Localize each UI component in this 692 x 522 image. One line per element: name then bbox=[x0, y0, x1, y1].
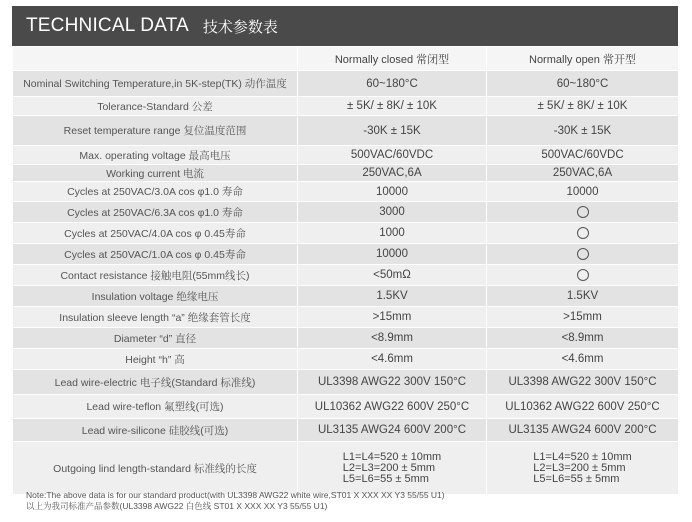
table-row bbox=[13, 349, 679, 370]
no-value: 60~180°C bbox=[487, 71, 679, 97]
no-value-unavailable bbox=[487, 244, 679, 265]
not-applicable-circle-icon bbox=[577, 227, 589, 239]
no-value: >15mm bbox=[487, 307, 679, 328]
table-row bbox=[13, 146, 679, 165]
row-label: Nominal Switching Temperature,in 5K-step(TK) 动作温度 bbox=[13, 71, 298, 97]
not-applicable-circle-icon bbox=[577, 248, 589, 260]
nc-value: 3000 bbox=[298, 202, 487, 223]
table-row bbox=[13, 370, 679, 395]
length-line: L1=L4=520 ± 10mm bbox=[533, 450, 632, 463]
nc-value: 10000 bbox=[298, 182, 487, 202]
nc-value: ± 5K/ ± 8K/ ± 10K bbox=[298, 97, 487, 116]
length-line: L5=L6=55 ± 5mm bbox=[533, 472, 620, 485]
no-value: 500VAC/60VDC bbox=[487, 146, 679, 165]
row-label: Tolerance-Standard 公差 bbox=[13, 97, 298, 116]
nc-value: 60~180°C bbox=[298, 71, 487, 97]
table-row bbox=[13, 328, 679, 349]
header-cell-normally-closed: Normally closed 常闭型 bbox=[298, 47, 487, 71]
title-banner bbox=[12, 6, 678, 46]
no-value: UL3135 AWG24 600V 200°C bbox=[487, 419, 679, 442]
row-label: Diameter “d” 直径 bbox=[13, 328, 298, 349]
table-row bbox=[13, 116, 679, 146]
row-label: Outgoing lind length-standard 标准线的长度 bbox=[13, 442, 298, 495]
row-label: Max. operating voltage 最高电压 bbox=[13, 146, 298, 165]
footnote bbox=[26, 490, 445, 512]
nc-value: <8.9mm bbox=[298, 328, 487, 349]
row-label: Reset temperature range 复位温度范围 bbox=[13, 116, 298, 146]
footnote-english: Note:The above data is for our standard product(with UL3398 AWG22 white wire,ST01 X XXX XX Y3 55/55 U1) bbox=[26, 490, 445, 500]
nc-value: UL10362 AWG22 600V 250°C bbox=[298, 395, 487, 419]
length-list bbox=[533, 452, 631, 485]
table-row bbox=[13, 265, 679, 286]
not-applicable-circle-icon bbox=[577, 269, 589, 281]
table-row bbox=[13, 307, 679, 328]
row-label: Insulation voltage 绝缘电压 bbox=[13, 286, 298, 307]
nc-value: 10000 bbox=[298, 244, 487, 265]
length-line: L5=L6=55 ± 5mm bbox=[342, 472, 429, 485]
no-value: 250VAC,6A bbox=[487, 165, 679, 182]
row-label: Lead wire-teflon 氟塑线(可选) bbox=[13, 395, 298, 419]
row-label: Height “h” 高 bbox=[13, 349, 298, 370]
footnote-chinese: 以上为我司标准产品参数(UL3398 AWG22 白色线 ST01 X XXX XX Y3 55/55 U1) bbox=[26, 501, 328, 511]
header-cell-blank bbox=[13, 47, 298, 71]
table-row-outgoing-length bbox=[13, 442, 679, 495]
title-chinese: 技术参数表 bbox=[202, 18, 278, 36]
row-label: Cycles at 250VAC/3.0A cos φ1.0 寿命 bbox=[13, 182, 298, 202]
table-row bbox=[13, 395, 679, 419]
table-row bbox=[13, 286, 679, 307]
no-value: -30K ± 15K bbox=[487, 116, 679, 146]
nc-value bbox=[298, 442, 487, 495]
length-line: L2=L3=200 ± 5mm bbox=[342, 461, 436, 474]
row-label: Lead wire-silicone 硅胶线(可选) bbox=[13, 419, 298, 442]
nc-value: <4.6mm bbox=[298, 349, 487, 370]
no-value-unavailable bbox=[487, 223, 679, 244]
table-row bbox=[13, 419, 679, 442]
nc-value: >15mm bbox=[298, 307, 487, 328]
no-value: UL10362 AWG22 600V 250°C bbox=[487, 395, 679, 419]
not-applicable-circle-icon bbox=[577, 206, 589, 218]
nc-value: 250VAC,6A bbox=[298, 165, 487, 182]
no-value: <8.9mm bbox=[487, 328, 679, 349]
header-cell-normally-open: Normally open 常开型 bbox=[487, 47, 679, 71]
title-english: TECHNICAL DATA bbox=[26, 15, 189, 36]
nc-value: 500VAC/60VDC bbox=[298, 146, 487, 165]
table-row bbox=[13, 223, 679, 244]
row-label: Working current 电流 bbox=[13, 165, 298, 182]
length-line: L1=L4=520 ± 10mm bbox=[342, 450, 442, 463]
nc-value: <50mΩ bbox=[298, 265, 487, 286]
nc-value: 1.5KV bbox=[298, 286, 487, 307]
table-row bbox=[13, 165, 679, 182]
table-header-row bbox=[13, 47, 679, 71]
technical-data-table bbox=[12, 46, 679, 495]
length-list bbox=[343, 452, 441, 485]
no-value: UL3398 AWG22 300V 150°C bbox=[487, 370, 679, 395]
nc-value: -30K ± 15K bbox=[298, 116, 487, 146]
table-row bbox=[13, 202, 679, 223]
no-value: ± 5K/ ± 8K/ ± 10K bbox=[487, 97, 679, 116]
no-value: 1.5KV bbox=[487, 286, 679, 307]
nc-value: UL3135 AWG24 600V 200°C bbox=[298, 419, 487, 442]
no-value: 10000 bbox=[487, 182, 679, 202]
table-row bbox=[13, 244, 679, 265]
row-label: Contact resistance 接触电阻(55mm线长) bbox=[13, 265, 298, 286]
table-row bbox=[13, 71, 679, 97]
no-value-unavailable bbox=[487, 265, 679, 286]
nc-value: 1000 bbox=[298, 223, 487, 244]
no-value-unavailable bbox=[487, 202, 679, 223]
row-label: Cycles at 250VAC/6.3A cos φ1.0 寿命 bbox=[13, 202, 298, 223]
no-value bbox=[487, 442, 679, 495]
no-value: <4.6mm bbox=[487, 349, 679, 370]
table-row bbox=[13, 182, 679, 202]
row-label: Cycles at 250VAC/1.0A cos φ 0.45寿命 bbox=[13, 244, 298, 265]
length-line: L2=L3=200 ± 5mm bbox=[533, 461, 626, 474]
row-label: Cycles at 250VAC/4.0A cos φ 0.45寿命 bbox=[13, 223, 298, 244]
row-label: Insulation sleeve length “a” 绝缘套管长度 bbox=[13, 307, 298, 328]
nc-value: UL3398 AWG22 300V 150°C bbox=[298, 370, 487, 395]
row-label: Lead wire-electric 电子线(Standard 标准线) bbox=[13, 370, 298, 395]
table-row bbox=[13, 97, 679, 116]
